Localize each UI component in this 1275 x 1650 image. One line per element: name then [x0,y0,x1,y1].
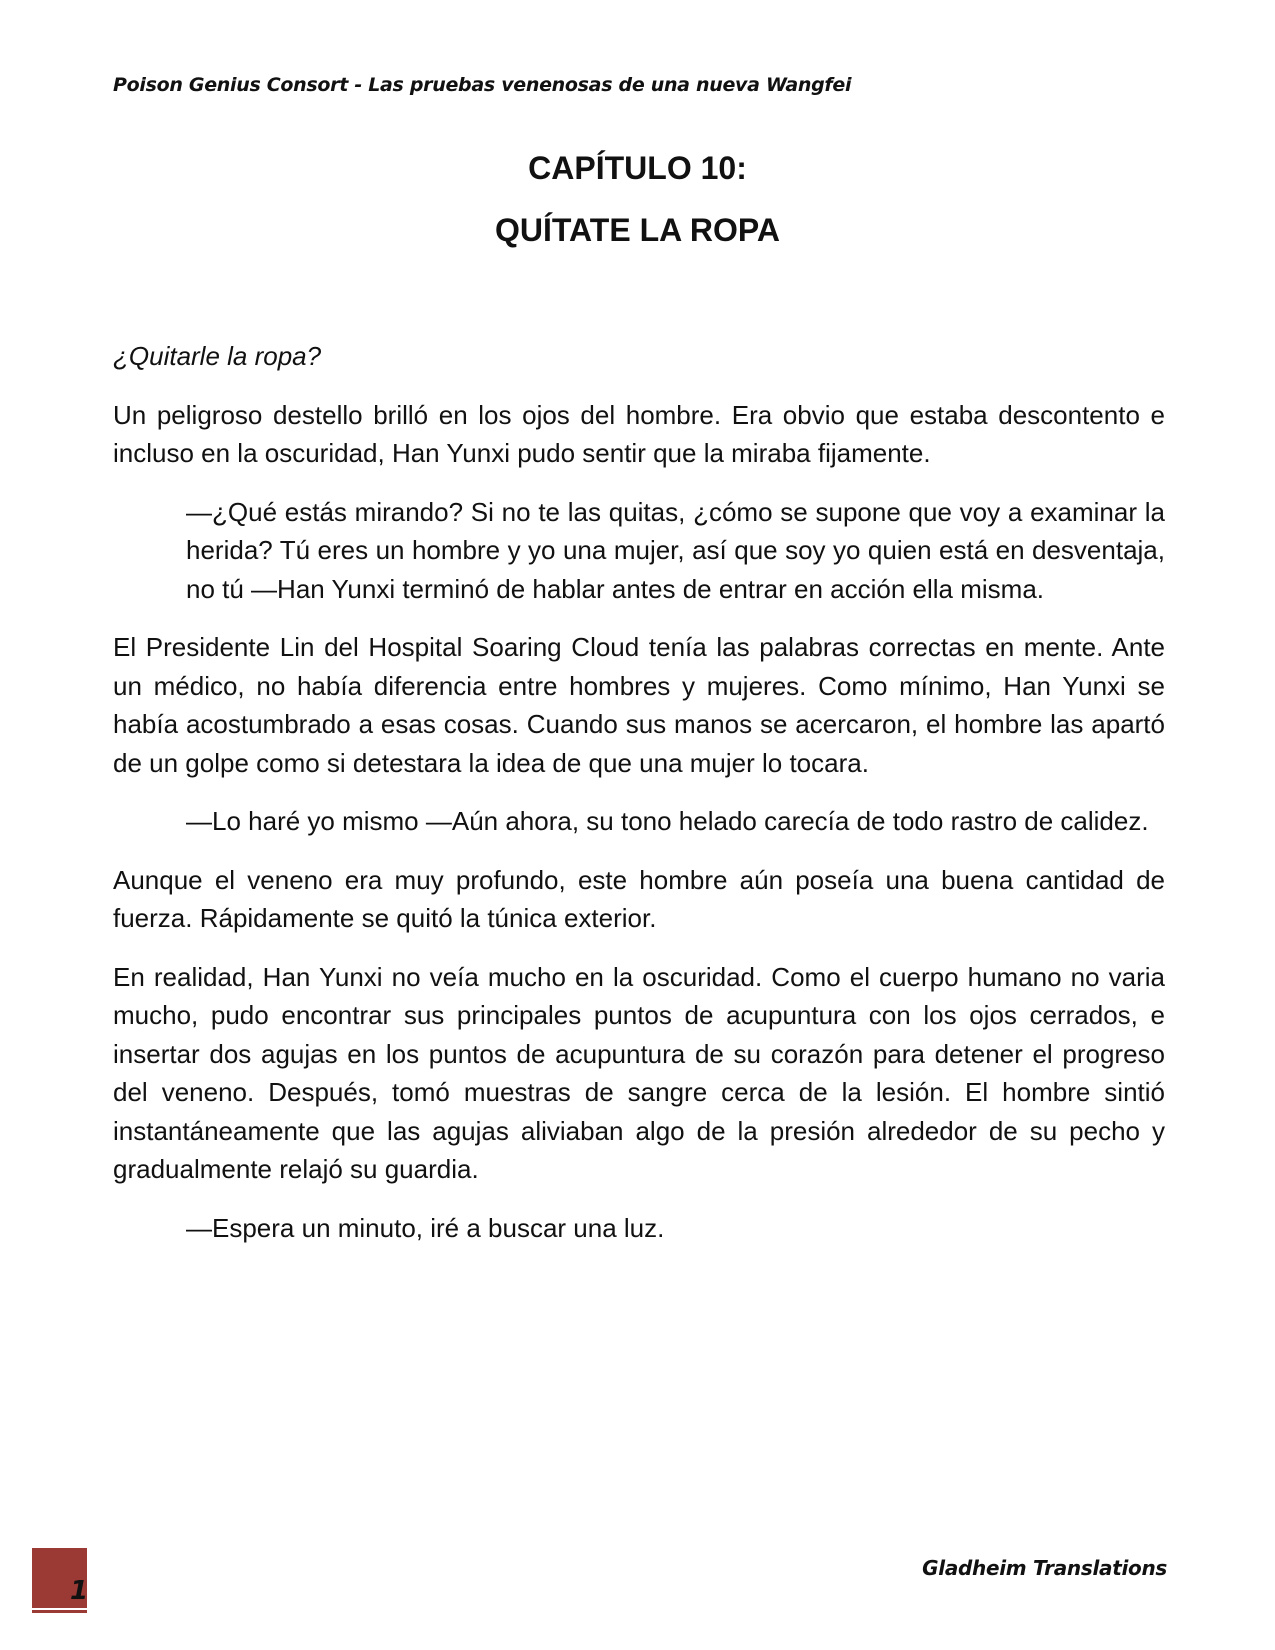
running-header: Poison Genius Consort - Las pruebas venenosas de una nueva Wangfei [113,74,852,96]
page-number-underline [32,1610,87,1613]
page-number: 1 [70,1576,89,1606]
paragraph: —Lo haré yo mismo —Aún ahora, su tono helado carecía de todo rastro de calidez. [186,806,1149,836]
paragraph: En realidad, Han Yunxi no veía mucho en la oscuridad. Como el cuerpo humano no varia mucho, pudo encontrar sus principales puntos de acupuntura con los ojos cerrados, e insertar dos agujas en los puntos de acupuntura de su corazón para detener el progreso del veneno. Después, tomó muestras de sangre cerca de la lesión. El hombre sintió instantáneamente que las agujas aliviaban algo de la presión alrededor de su pecho y gradualmente relajó su guardia. [113,961,1165,1184]
paragraph: Un peligroso destello brilló en los ojos del hombre. Era obvio que estaba descontento e incluso en la oscuridad, Han Yunxi pudo sentir que la miraba fijamente. [113,399,1165,468]
paragraph: ¿Quitarle la ropa? [113,341,322,371]
paragraph: —¿Qué estás mirando? Si no te las quitas, ¿cómo se supone que voy a examinar la herida? Tú eres un hombre y yo una mujer, así que soy yo quien está en desventaja, no tú —Han Yunxi terminó de hablar antes de entrar en acción ella misma. [186,496,1165,604]
paragraph: El Presidente Lin del Hospital Soaring Cloud tenía las palabras correctas en mente. Ante un médico, no había diferencia entre hombres y mujeres. Como mínimo, Han Yunxi se había acostumbrado a esas cosas. Cuando sus manos se acercaron, el hombre las apartó de un golpe como si detestara la idea de que una mujer lo tocara. [113,632,1165,778]
chapter-heading [0,148,1275,250]
paragraph: —Espera un minuto, iré a buscar una luz. [186,1212,665,1243]
chapter-title: QUÍTATE LA ROPA [494,212,780,248]
chapter-body [113,337,1165,1267]
footer-credit: Gladheim Translations [922,1556,1167,1580]
paragraph: Aunque el veneno era muy profundo, este hombre aún poseía una buena cantidad de fuerza. Rápidamente se quitó la túnica exterior. [113,864,1165,933]
chapter-number: CAPÍTULO 10: [528,150,747,186]
